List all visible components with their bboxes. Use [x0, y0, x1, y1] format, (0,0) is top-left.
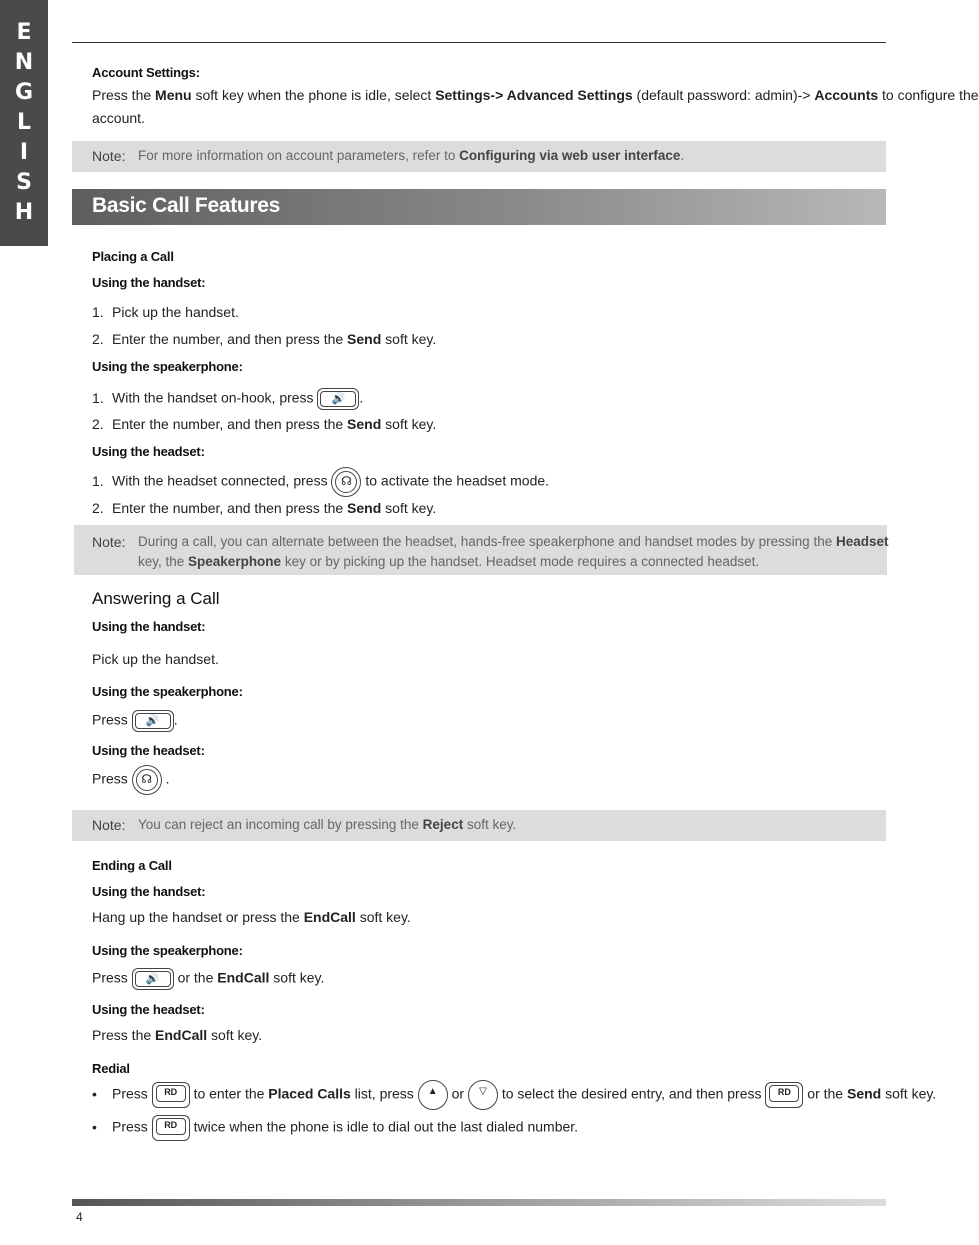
handset-heading: Using the handset: [92, 884, 206, 899]
speakerphone-key-icon: 🔊 [317, 388, 359, 410]
account-settings-text-cont: account. [92, 110, 145, 126]
note-box [72, 810, 886, 841]
list-item: 2. Enter the number, and then press the Send soft key. [92, 500, 437, 516]
placing-call-title: Placing a Call [92, 249, 174, 264]
headset-key-icon: ☊ [132, 765, 162, 795]
answering-call-title: Answering a Call [92, 589, 220, 608]
speakerphone-heading: Using the speakerphone: [92, 684, 243, 699]
note-label: Note: [92, 148, 126, 164]
ending-call-title: Ending a Call [92, 858, 172, 873]
speakerphone-heading: Using the speakerphone: [92, 359, 243, 374]
end-headset-text: Press the EndCall soft key. [92, 1027, 263, 1043]
tab-letter: I [19, 140, 29, 165]
headset-heading: Using the headset: [92, 444, 205, 459]
note-box [72, 141, 886, 172]
headset-heading: Using the headset: [92, 1002, 205, 1017]
down-arrow-key-icon: ▽ [468, 1080, 498, 1110]
handset-heading: Using the handset: [92, 275, 206, 290]
list-item: 2. Enter the number, and then press the Send soft key. [92, 331, 437, 347]
note-text: key, the Speakerphone key or by picking up the handset. Headset mode requires a connected headset. [138, 554, 760, 569]
account-settings-text: Press the Menu soft key when the phone is idle, select Settings-> Advanced Settings (default password: admin)-> Accounts to configure the [92, 87, 979, 103]
note-label: Note: [92, 534, 126, 550]
redial-key-icon: RD [765, 1082, 803, 1108]
redial-title: Redial [92, 1061, 130, 1076]
list-item: • Press RD to enter the Placed Calls list, press ▲ or ▽ to select the desired entry, and then press RD or the Send soft key. [92, 1080, 936, 1110]
tab-letter: G [14, 80, 34, 105]
section-banner [72, 189, 886, 225]
top-divider [72, 42, 886, 43]
list-item: • Press RD twice when the phone is idle to dial out the last dialed number. [92, 1115, 578, 1141]
list-item: 1. With the handset on-hook, press 🔊 . [92, 388, 363, 410]
headset-heading: Using the headset: [92, 743, 205, 758]
redial-key-icon: RD [152, 1115, 190, 1141]
note-text: You can reject an incoming call by pressing the Reject soft key. [138, 817, 517, 832]
answer-handset-text: Pick up the handset. [92, 651, 219, 667]
tab-letter: E [16, 20, 32, 45]
note-text: During a call, you can alternate between the headset, hands-free speakerphone and handset modes by pressing the Headset [138, 534, 889, 549]
tab-letter: H [14, 200, 34, 225]
note-box [74, 525, 887, 575]
list-item: 2. Enter the number, and then press the Send soft key. [92, 416, 437, 432]
section-title: Basic Call Features [92, 194, 281, 217]
redial-key-icon: RD [152, 1082, 190, 1108]
language-tab [0, 0, 48, 246]
tab-letter: L [16, 110, 32, 135]
speakerphone-key-icon: 🔊 [132, 710, 174, 732]
speakerphone-heading: Using the speakerphone: [92, 943, 243, 958]
headset-key-icon: ☊ [331, 467, 361, 497]
handset-heading: Using the handset: [92, 619, 206, 634]
tab-letter: S [16, 170, 32, 195]
answer-speaker-text: Press 🔊 . [92, 710, 178, 732]
speakerphone-key-icon: 🔊 [132, 968, 174, 990]
list-item: 1. Pick up the handset. [92, 304, 239, 320]
up-arrow-key-icon: ▲ [418, 1080, 448, 1110]
list-item: 1. With the headset connected, press ☊ to activate the headset mode. [92, 467, 549, 497]
tab-letter: N [14, 50, 34, 75]
end-handset-text: Hang up the handset or press the EndCall soft key. [92, 909, 411, 925]
end-speaker-text: Press 🔊 or the EndCall soft key. [92, 968, 324, 990]
note-text: For more information on account parameters, refer to Configuring via web user interface. [138, 148, 685, 163]
page-number: 4 [76, 1210, 83, 1224]
answer-headset-text: Press ☊ . [92, 765, 169, 795]
account-settings-heading: Account Settings: [92, 65, 200, 80]
footer-bar [72, 1199, 886, 1206]
note-label: Note: [92, 817, 126, 833]
